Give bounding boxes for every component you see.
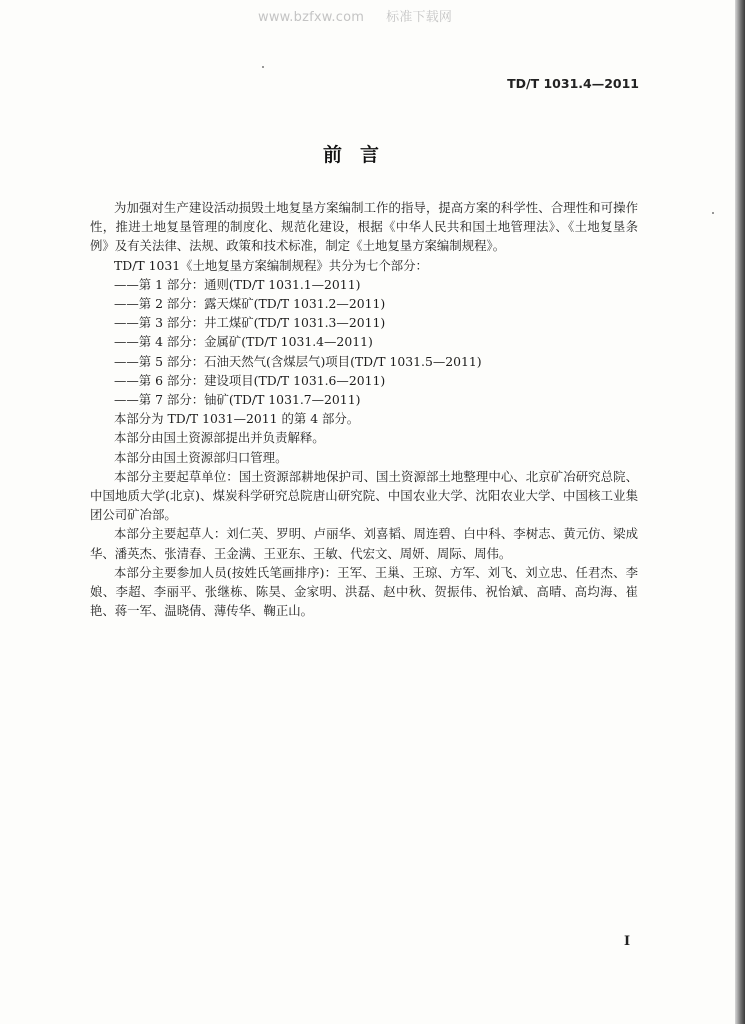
page-title: 前言	[322, 144, 397, 166]
proposed-by-statement: 本部分由国土资源部提出并负责解释。	[114, 430, 325, 446]
drafting-units-paragraph: 本部分主要起草单位：国土资源部耕地保护司、国土资源部土地整理中心、北京矿冶研究总院、中国地质大学(北京)、煤炭科学研究总院唐山研究院、中国农业大学、沈阳农业大学、中国核工业集团公司矿冶部。	[90, 468, 638, 523]
part-item: ——第 7 部分：铀矿(TD/T 1031.7—2011)	[114, 392, 361, 408]
intro-paragraph: 为加强对生产建设活动损毁土地复垦方案编制工作的指导，提高方案的科学性、合理性和可操作性，推进土地复垦管理的制度化、规范化建设，根据《中华人民共和国土地管理法》、《土地复垦条例》及有关法律、法规、政策和技术标准，制定《土地复垦方案编制规程》。	[90, 200, 638, 254]
part-item: ——第 6 部分：建设项目(TD/T 1031.6—2011)	[114, 372, 386, 388]
scan-speck	[262, 66, 264, 68]
part-item: ——第 4 部分：金属矿(TD/T 1031.4—2011)	[114, 334, 373, 350]
foreword-body	[90, 198, 638, 620]
standard-code: TD/T 1031.4—2011	[507, 76, 639, 91]
part-item: ——第 5 部分：石油天然气(含煤层气)项目(TD/T 1031.5—2011)	[114, 353, 482, 369]
drafters-paragraph: 本部分主要起草人：刘仁芙、罗明、卢丽华、刘喜韬、周连碧、白中科、李树志、黄元仿、梁成华、潘英杰、张清春、王金满、王亚东、王敏、代宏文、周妍、周际、周伟。	[90, 526, 638, 561]
this-part-statement: 本部分为 TD/T 1031—2011 的第 4 部分。	[114, 411, 360, 427]
part-item: ——第 2 部分：露天煤矿(TD/T 1031.2—2011)	[114, 296, 386, 312]
watermark-label: 标准下载网	[386, 10, 453, 25]
participants-paragraph: 本部分主要参加人员(按姓氏笔画排序)：王军、王巢、王琼、方军、刘飞、刘立忠、任君杰、李娘、李超、李丽平、张继栋、陈昊、金家明、洪磊、赵中秋、贺振伟、祝怡斌、高晴、高均海、崔艳、蒋一军、温晓倩、薄传华、鞠正山。	[90, 564, 638, 619]
scan-edge-shadow	[735, 0, 745, 1024]
managed-by-statement: 本部分由国土资源部归口管理。	[114, 449, 288, 465]
scan-speck	[712, 212, 714, 214]
parts-intro: TD/T 1031《土地复垦方案编制规程》共分为七个部分：	[114, 257, 428, 273]
part-item: ——第 1 部分：通则(TD/T 1031.1—2011)	[114, 276, 361, 292]
page-number: I	[624, 934, 631, 949]
part-item: ——第 3 部分：井工煤矿(TD/T 1031.3—2011)	[114, 315, 386, 331]
watermark-url: www.bzfxw.com	[258, 10, 365, 25]
watermark	[258, 6, 452, 25]
